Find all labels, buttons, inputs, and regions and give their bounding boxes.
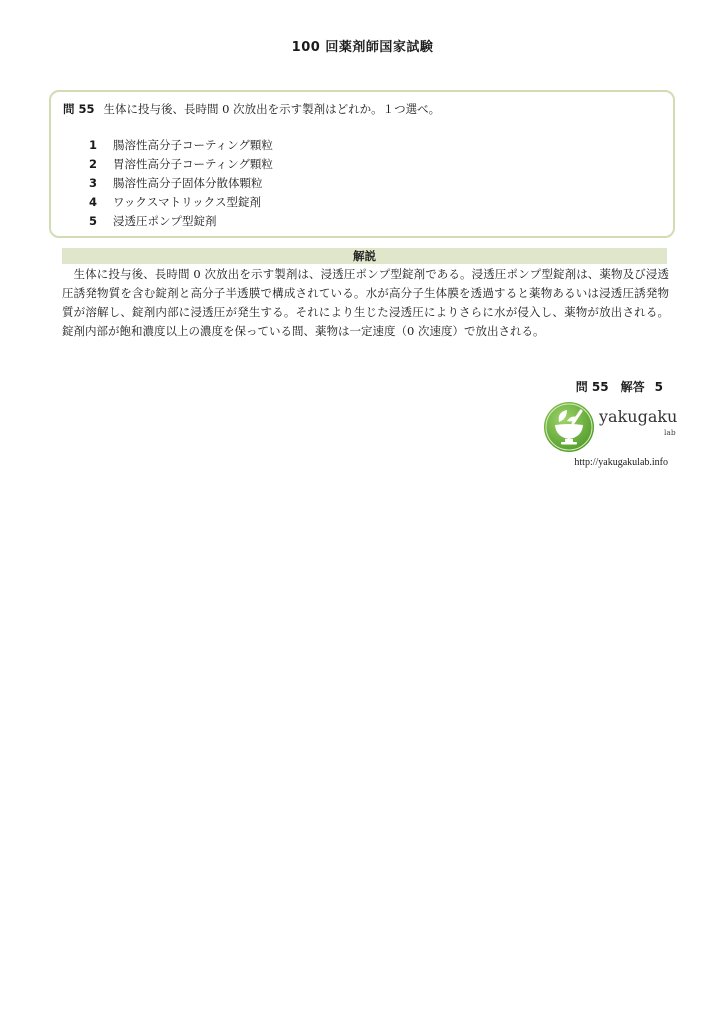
question-line	[63, 101, 440, 117]
choice-text: 腸溶性高分子コーティング顆粒	[113, 138, 273, 152]
mortar-pestle-leaf-icon	[543, 401, 595, 453]
answer-line	[576, 378, 663, 395]
choice-item	[89, 213, 273, 232]
page-title: 100 回薬剤師国家試験	[291, 40, 434, 55]
answer-value: 5	[654, 380, 663, 394]
site-url-link[interactable]: http://yakugakulab.info	[574, 457, 668, 468]
choice-list	[89, 137, 273, 232]
choice-number: 4	[89, 195, 98, 209]
choice-number: 5	[89, 214, 98, 228]
choice-item	[89, 194, 273, 213]
choice-text: ワックスマトリックス型錠剤	[113, 195, 262, 209]
choice-text: 浸透圧ポンプ型錠剤	[113, 214, 217, 228]
choice-number: 1	[89, 138, 98, 152]
site-logo[interactable]	[543, 401, 678, 453]
explanation-heading: 解説	[62, 248, 667, 264]
question-box	[49, 90, 675, 238]
choice-number: 2	[89, 157, 98, 171]
question-text: 生体に投与後、長時間 0 次放出を示す製剤はどれか。１つ選べ。	[103, 102, 441, 116]
logo-subtext: lab	[664, 428, 676, 437]
answer-label: 問 55 解答	[575, 380, 645, 394]
question-number: 問 55	[63, 102, 95, 116]
choice-text: 胃溶性高分子コーティング顆粒	[113, 157, 273, 171]
choice-item	[89, 156, 273, 175]
explanation-text: 生体に投与後、長時間 0 次放出を示す製剤は、浸透圧ポンプ型錠剤である。浸透圧ポンプ型錠剤は、薬物及び浸透圧誘発物質を含む錠剤と高分子半透膜で構成されている。水が高分子生体膜を透過すると薬物あるいは浸透圧誘発物質が溶解し、錠剤内部に浸透圧が発生する。それにより生じた浸透圧によりさらに水が侵入し、薬物が放出される。錠剤内部が飽和濃度以上の濃度を保っている間、薬物は一定速度（0 次速度）で放出される。	[62, 267, 669, 338]
choice-number: 3	[89, 176, 98, 190]
choice-text: 腸溶性高分子固体分散体顆粒	[113, 176, 263, 190]
logo-text: yakugaku	[599, 407, 678, 426]
choice-item	[89, 175, 273, 194]
choice-item	[89, 137, 273, 156]
